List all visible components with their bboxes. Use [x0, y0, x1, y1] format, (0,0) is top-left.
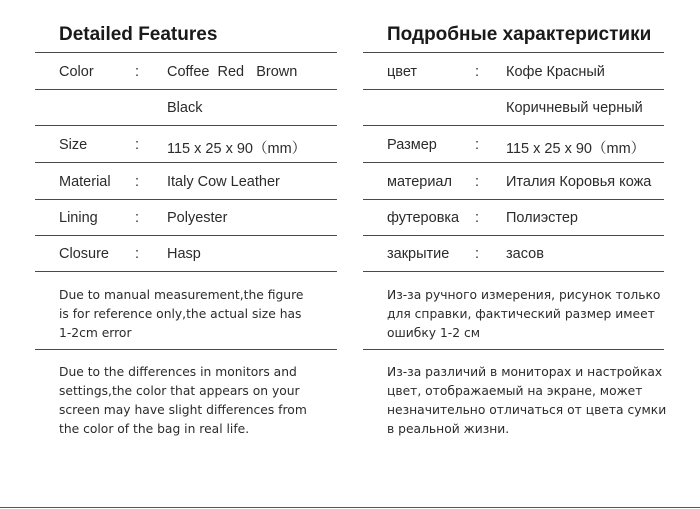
- note-line: Из-за различий в мониторах и настройках: [387, 365, 663, 379]
- separator: :: [475, 137, 480, 153]
- separator: :: [475, 246, 480, 262]
- divider: [35, 199, 337, 200]
- size-value: 115 x 25 x 90（mm）: [506, 141, 646, 157]
- material-value: Italy Cow Leather: [167, 174, 280, 190]
- note-line: цвет, отображаемый на экране, может: [387, 384, 643, 398]
- bottom-divider: [0, 507, 700, 508]
- color-difference-note: [387, 363, 677, 439]
- divider: [363, 199, 664, 200]
- color-value-line2: Black: [167, 100, 203, 116]
- lining-label: футеровка: [387, 210, 460, 226]
- color-value-line2: Коричневый черный: [506, 100, 643, 116]
- size-label: Size: [59, 137, 88, 153]
- english-title: Detailed Features: [59, 24, 218, 45]
- size-value: 115 x 25 x 90（mm）: [167, 141, 307, 157]
- note-line: незначительно отличаться от цвета сумки: [387, 403, 667, 417]
- color-value: Кофе Красный: [506, 64, 605, 80]
- closure-value: Hasp: [167, 246, 201, 262]
- divider: [35, 235, 337, 236]
- measurement-note: [387, 286, 677, 343]
- separator: :: [475, 64, 480, 80]
- closure-label: Closure: [59, 246, 109, 262]
- note-line: в реальной жизни.: [387, 422, 510, 436]
- note-line: Due to manual measurement,the figure: [59, 288, 304, 302]
- separator: :: [475, 210, 480, 226]
- lining-value: Полиэстер: [506, 210, 578, 226]
- note-line: is for reference only,the actual size has: [59, 307, 302, 321]
- divider: [35, 89, 337, 90]
- note-line: Due to the differences in monitors and: [59, 365, 297, 379]
- divider: [35, 52, 337, 53]
- note-line: settings,the color that appears on your: [59, 384, 300, 398]
- size-label: Размер: [387, 137, 437, 153]
- color-label: Color: [59, 64, 94, 80]
- closure-label: закрытие: [387, 246, 450, 262]
- separator: :: [475, 174, 480, 190]
- divider: [363, 89, 664, 90]
- divider: [35, 271, 337, 272]
- color-label: цвет: [387, 64, 418, 80]
- note-line: screen may have slight differences from: [59, 403, 307, 417]
- divider: [363, 271, 664, 272]
- material-value: Италия Коровья кожа: [506, 174, 652, 190]
- divider: [363, 349, 664, 350]
- note-line: для справки, фактический размер имеет: [387, 307, 655, 321]
- separator: :: [135, 174, 140, 190]
- closure-value: засов: [506, 246, 544, 262]
- divider: [363, 52, 664, 53]
- material-label: Material: [59, 174, 111, 190]
- lining-value: Polyester: [167, 210, 228, 226]
- divider: [363, 162, 664, 163]
- divider: [35, 349, 337, 350]
- divider: [35, 125, 337, 126]
- divider: [363, 125, 664, 126]
- divider: [363, 235, 664, 236]
- note-line: the color of the bag in real life.: [59, 422, 250, 436]
- measurement-note: [59, 286, 349, 343]
- divider: [35, 162, 337, 163]
- color-difference-note: [59, 363, 349, 439]
- note-line: Из-за ручного измерения, рисунок только: [387, 288, 661, 302]
- note-line: ошибку 1-2 см: [387, 326, 480, 340]
- note-line: 1-2cm error: [59, 326, 132, 340]
- separator: :: [135, 137, 140, 153]
- material-label: материал: [387, 174, 452, 190]
- separator: :: [135, 210, 140, 226]
- lining-label: Lining: [59, 210, 98, 226]
- color-value: Coffee Red Brown: [167, 64, 298, 80]
- russian-title: Подробные характеристики: [387, 24, 652, 45]
- separator: :: [135, 64, 140, 80]
- separator: :: [135, 246, 140, 262]
